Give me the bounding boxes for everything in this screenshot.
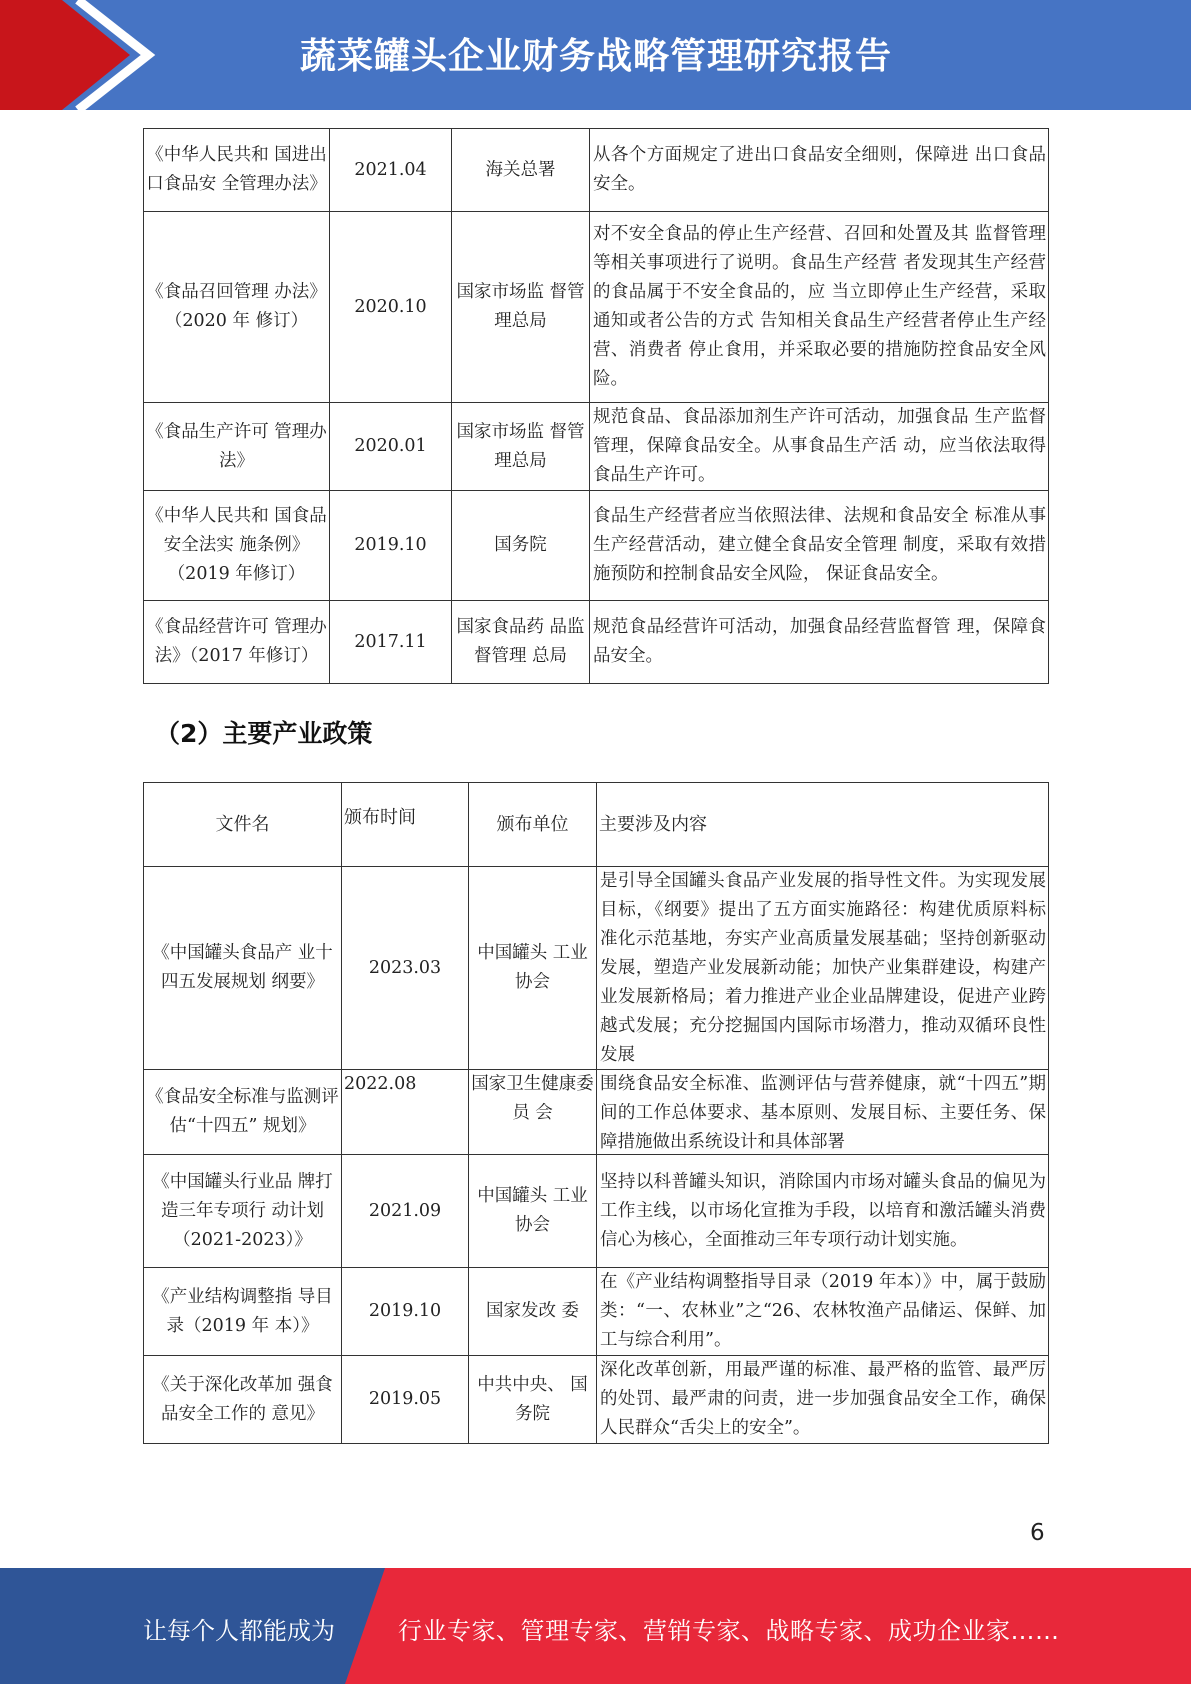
content-cell: 坚持以科普罐头知识，消除国内市场对罐头食品的偏见为工作主线，以市场化宣推为手段，以培育和激活罐头消费信心为核心，全面推动三年专项行动计划实施。 <box>597 1155 1049 1268</box>
table-row <box>144 212 1049 403</box>
doc-name-cell: 《中华人民共和 国进出口食品安 全管理办法》 <box>144 129 330 212</box>
date-cell: 2022.08 <box>342 1070 469 1155</box>
content-text: 是引导全国罐头食品产业发展的指导性文件。为实现发展目标，《纲要》提出了五方面实施路径：构建优质原料标准化示范基地，夯实产业高质量发展基础；坚持创新驱动发展，塑造产业发展新动能；加快产业集群建设，构建产业发展新格局；着力推进产业企业品牌建设，促进产业跨越式发展；充分挖掘国内国际市场潜力，推动双循环良性发展 <box>600 871 1046 1065</box>
issuer-cell: 国家卫生健康委员 会 <box>469 1070 597 1155</box>
doc-name-cell: 《食品召回管理 办法》（2020 年 修订） <box>144 212 330 403</box>
table-row <box>144 1155 1049 1268</box>
page-footer <box>0 1568 1191 1684</box>
footer-slogan-right: 行业专家、管理专家、营销专家、战略专家、成功企业家…… <box>398 1617 1060 1645</box>
doc-name-cell: 《中国罐头食品产 业十四五发展规划 纲要》 <box>144 867 342 1070</box>
regulations-table <box>143 128 1049 684</box>
content-cell: 食品生产经营者应当依照法律、法规和食品安全 标准从事生产经营活动，建立健全食品安全管理 制度，采取有效措施预防和控制食品安全风险， 保证食品安全。 <box>590 491 1049 601</box>
content-cell: 在《产业结构调整指导目录（2019 年本）》中，属于鼓励类：“一、农林业”之“26、农林牧渔产品储运、保鲜、加工与综合利用”。 <box>597 1268 1049 1356</box>
table-row <box>144 491 1049 601</box>
date-cell: 2021.04 <box>330 129 452 212</box>
table-row <box>144 867 1049 1070</box>
content-cell: 规范食品、食品添加剂生产许可活动，加强食品 生产监督管理，保障食品安全。从事食品生产活 动，应当依法取得食品生产许可。 <box>590 403 1049 491</box>
header-date: 颁布时间 <box>342 783 469 867</box>
doc-name-cell: 《食品安全标准与监测评估“十四五” 规划》 <box>144 1070 342 1155</box>
content-cell: 深化改革创新，用最严谨的标准、最严格的监管、最严厉的处罚、最严肃的问责，进一步加强食品安全工作，确保人民群众“舌尖上的安全”。 <box>597 1356 1049 1444</box>
header-content: 主要涉及内容 <box>597 783 1049 867</box>
table-row <box>144 1356 1049 1444</box>
industrial-policies-table <box>143 782 1049 1444</box>
date-cell: 2019.10 <box>330 491 452 601</box>
content-cell: 从各个方面规定了进出口食品安全细则，保障进 出口食品安全。 <box>590 129 1049 212</box>
date-cell: 2021.09 <box>342 1155 469 1268</box>
doc-name-cell: 《食品生产许可 管理办法》 <box>144 403 330 491</box>
report-title: 蔬菜罐头企业财务战略管理研究报告 <box>300 36 893 77</box>
footer-slogan-left: 让每个人都能成为 <box>143 1617 335 1645</box>
doc-name-cell: 《产业结构调整指 导目录（2019 年 本）》 <box>144 1268 342 1356</box>
date-cell: 2023.03 <box>342 867 469 1070</box>
page-header <box>0 0 1191 110</box>
issuer-cell: 海关总署 <box>452 129 590 212</box>
issuer-cell: 中国罐头 工业协会 <box>469 1155 597 1268</box>
table-row <box>144 403 1049 491</box>
header-doc-name: 文件名 <box>144 783 342 867</box>
date-cell: 2019.10 <box>342 1268 469 1356</box>
issuer-cell: 国务院 <box>452 491 590 601</box>
content-cell: 对不安全食品的停止生产经营、召回和处置及其 监督管理等相关事项进行了说明。食品生产经营 者发现其生产经营的食品属于不安全食品的，应 当立即停止生产经营，采取通知或者公告的方式 告知相关食品生产经营者停止生产经营、消费者 停止食用，并采取必要的措施防控食品安全风 险。 <box>590 212 1049 403</box>
doc-name-cell: 《关于深化改革加 强食品安全工作的 意见》 <box>144 1356 342 1444</box>
table-row <box>144 1070 1049 1155</box>
issuer-cell: 中国罐头 工业协会 <box>469 867 597 1070</box>
content-text: 围绕食品安全标准、监测评估与营养健康，就“十四五”期间的工作总体要求、基本原则、发展目标、主要任务、保障措施做出系统设计和具体部署 <box>600 1074 1046 1152</box>
content-cell <box>597 1070 1049 1155</box>
issuer-cell: 国家市场监 督管理总局 <box>452 212 590 403</box>
doc-name-cell: 《中国罐头行业品 牌打造三年专项行 动计划 （2021-2023）》 <box>144 1155 342 1268</box>
date-cell: 2020.01 <box>330 403 452 491</box>
section-heading: （2）主要产业政策 <box>155 719 373 748</box>
page-number: 6 <box>1030 1520 1045 1546</box>
date-cell: 2019.05 <box>342 1356 469 1444</box>
issuer-cell: 国家市场监 督管理总局 <box>452 403 590 491</box>
issuer-cell: 中共中央、 国务院 <box>469 1356 597 1444</box>
issuer-cell: 国家食品药 品监督管理 总局 <box>452 601 590 684</box>
date-cell: 2020.10 <box>330 212 452 403</box>
table-row <box>144 601 1049 684</box>
table-row <box>144 129 1049 212</box>
content-cell: 规范食品经营许可活动，加强食品经营监督管 理，保障食品安全。 <box>590 601 1049 684</box>
doc-name-cell: 《食品经营许可 管理办法》（2017 年修订） <box>144 601 330 684</box>
content-cell <box>597 867 1049 1070</box>
table-header-row <box>144 783 1049 867</box>
header-issuer: 颁布单位 <box>469 783 597 867</box>
issuer-cell: 国家发改 委 <box>469 1268 597 1356</box>
table-row <box>144 1268 1049 1356</box>
doc-name-cell: 《中华人民共和 国食品安全法实 施条例》（2019 年修订） <box>144 491 330 601</box>
date-cell: 2017.11 <box>330 601 452 684</box>
